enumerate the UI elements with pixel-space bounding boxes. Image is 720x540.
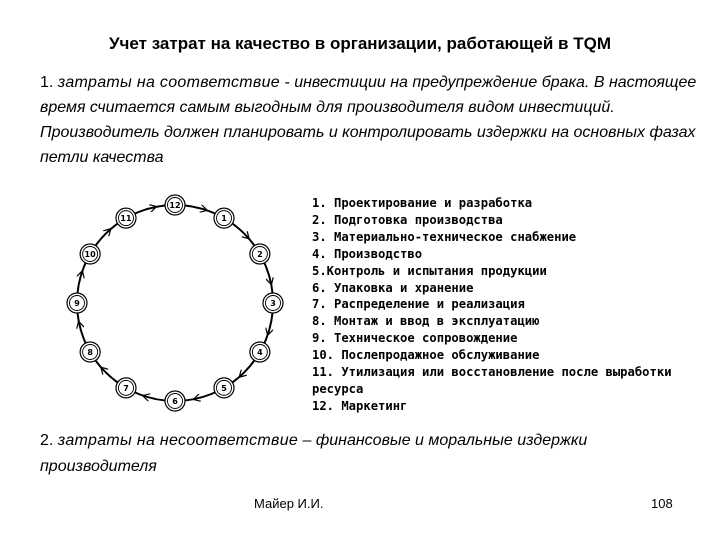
stage-item: 1. Проектирование и разработка xyxy=(312,196,533,210)
stage-marker xyxy=(80,342,100,362)
section-number: 1. xyxy=(40,74,54,91)
section-separator: - xyxy=(284,74,290,91)
stage-marker xyxy=(165,195,185,215)
stage-item: 11. Утилизация или восстановление после выработки ресурса xyxy=(312,365,672,396)
stage-marker-label: 7 xyxy=(123,383,129,393)
stage-item: 12. Маркетинг xyxy=(312,398,408,413)
section-number: 2. xyxy=(40,432,54,449)
section-conformance-costs xyxy=(40,70,700,170)
stage-item: 3. Материально-техническое снабжение xyxy=(312,229,577,244)
footer-author: Майер И.И. xyxy=(254,496,324,511)
section-term: затраты на несоответствие xyxy=(57,432,299,449)
stage-item: 8. Монтаж и ввод в эксплуатацию xyxy=(312,314,540,329)
stage-marker-label: 3 xyxy=(270,299,276,308)
stage-item: 7. Распределение и реализация xyxy=(312,297,525,312)
stage-marker-label: 1 xyxy=(221,214,227,224)
section-text: – финансовые и моральные издержки производителя xyxy=(40,432,588,475)
stage-marker xyxy=(80,244,100,264)
stage-marker-label: 8 xyxy=(87,348,93,357)
stage-item: 6. Упаковка и хранение xyxy=(312,280,474,295)
stage-marker-label: 2 xyxy=(257,250,263,259)
stage-marker-label: 12 xyxy=(169,201,181,210)
stage-item: 10. Послепродажное обслуживание xyxy=(312,348,540,363)
section-term: затраты на соответствие xyxy=(57,74,280,91)
stage-marker xyxy=(67,293,87,313)
stage-marker-label: 9 xyxy=(74,299,80,308)
stage-marker xyxy=(250,244,270,264)
stage-marker xyxy=(250,342,270,362)
stage-marker-label: 11 xyxy=(120,214,132,224)
stage-item: 5.Контроль и испытания продукции xyxy=(312,263,547,278)
stage-marker xyxy=(214,378,234,398)
stage-item: 9. Техническое сопровождение xyxy=(312,331,518,346)
stage-marker-label: 6 xyxy=(172,397,178,406)
stage-marker xyxy=(263,293,283,313)
section-nonconformance-costs xyxy=(40,428,700,480)
page-number: 108 xyxy=(651,496,673,511)
stage-marker xyxy=(214,208,234,228)
section-text: инвестиции на предупреждение брака. В настоящее время считается самым выгодным для производителя видом инвестиций. Производитель должен планировать и контролировать издержки на основных фазах петли качества xyxy=(40,74,697,166)
stage-marker xyxy=(116,378,136,398)
stage-marker-label: 5 xyxy=(221,383,227,393)
stage-marker xyxy=(116,208,136,228)
stage-marker xyxy=(165,391,185,411)
stage-marker-label: 4 xyxy=(257,348,263,357)
slide-title: Учет затрат на качество в организации, работающей в TQM xyxy=(108,34,611,53)
stage-marker-label: 10 xyxy=(84,250,96,259)
quality-loop-diagram xyxy=(50,190,320,420)
stage-item: 4. Производство xyxy=(312,246,423,261)
stage-list xyxy=(312,195,672,415)
quality-loop-circle xyxy=(77,205,273,401)
stage-item: 2. Подготовка производства xyxy=(312,212,503,227)
